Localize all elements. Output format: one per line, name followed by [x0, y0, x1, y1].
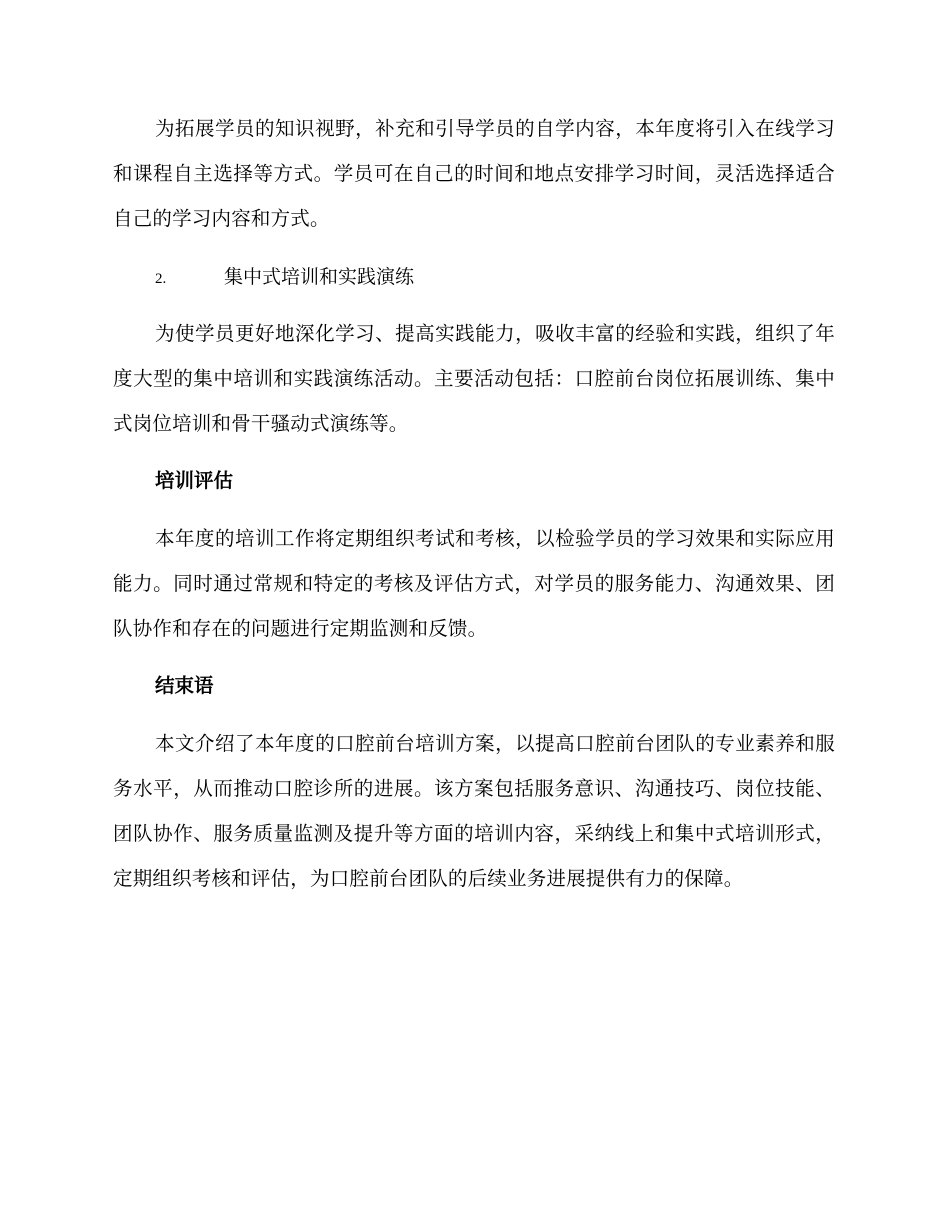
list-item-title: 集中式培训和实践演练	[224, 266, 415, 288]
heading-conclusion: 结束语	[155, 674, 214, 697]
heading-training-evaluation: 培训评估	[155, 469, 234, 492]
paragraph-centralized-training: 为使学员更好地深化学习、提高实践能力，吸收丰富的经验和实践，组织了年度大型的集中培训和实践演练活动。主要活动包括：口腔前台岗位拓展训练、集中式岗位培训和骨干骚动式演练等。	[113, 322, 835, 435]
paragraph-online-learning: 为拓展学员的知识视野，补充和引导学员的自学内容，本年度将引入在线学习和课程自主选择等方式。学员可在自己的时间和地点安排学习时间，灵活选择适合自己的学习内容和方式。	[113, 117, 835, 230]
paragraph-conclusion: 本文介绍了本年度的口腔前台培训方案，以提高口腔前台团队的专业素养和服务水平，从而推动口腔诊所的进展。该方案包括服务意识、沟通技巧、岗位技能、团队协作、服务质量监测及提升等方面的培训内容，采纳线上和集中式培训形式，定期组织考核和评估，为口腔前台团队的后续业务进展提供有力的保障。	[113, 732, 835, 890]
list-number: 2.	[155, 271, 167, 287]
list-item-centralized-training	[155, 260, 414, 296]
paragraph-evaluation: 本年度的培训工作将定期组织考试和考核，以检验学员的学习效果和实际应用能力。同时通过常规和特定的考核及评估方式，对学员的服务能力、沟通效果、团队协作和存在的问题进行定期监测和反馈。	[113, 527, 835, 640]
